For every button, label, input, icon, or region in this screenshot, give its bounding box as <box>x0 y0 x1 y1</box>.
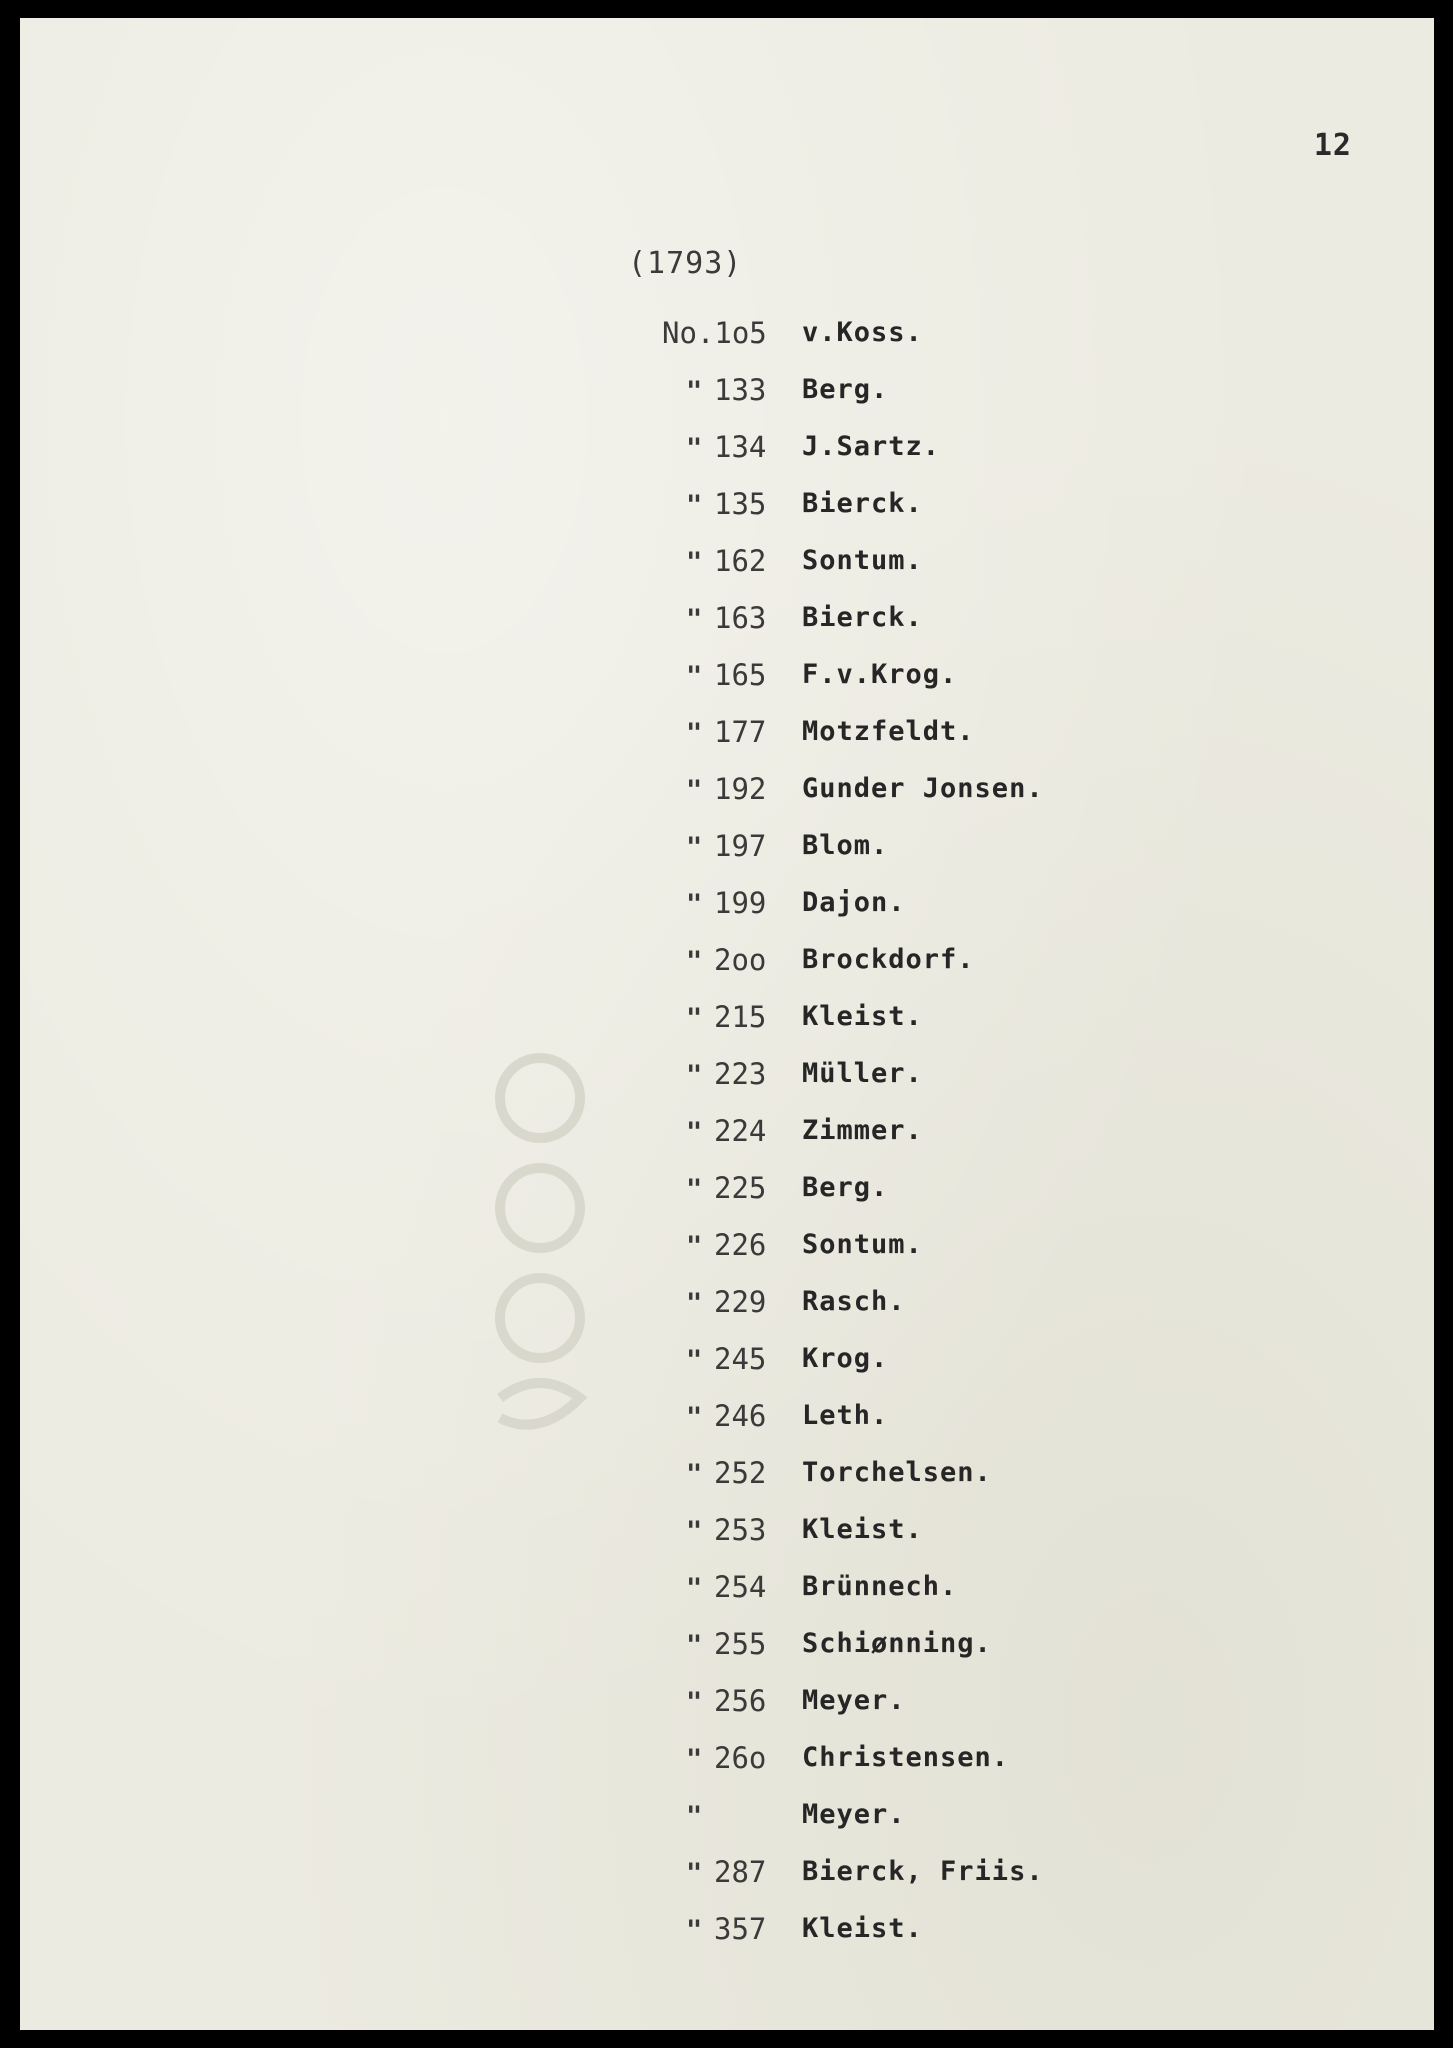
list-item <box>662 1786 1044 1843</box>
entry-number-cell <box>662 1570 802 1604</box>
entry-number: 177 <box>714 714 767 749</box>
list-item <box>662 760 1044 817</box>
ditto-mark: " <box>686 1344 703 1376</box>
entry-number-cell <box>662 943 802 977</box>
entry-name: Bierck. <box>802 602 923 633</box>
ditto-mark: " <box>686 717 703 749</box>
entry-number: 162 <box>714 543 767 578</box>
entry-number: 135 <box>714 486 767 521</box>
list-item <box>662 532 1044 589</box>
entry-number-cell <box>662 1114 802 1148</box>
ditto-mark: " <box>686 546 703 578</box>
list-item <box>662 817 1044 874</box>
ditto-mark: " <box>686 831 703 863</box>
ditto-mark: " <box>686 1059 703 1091</box>
entry-number: 165 <box>714 657 767 692</box>
ditto-mark: " <box>686 1857 703 1889</box>
list-item <box>662 646 1044 703</box>
ditto-mark: " <box>686 888 703 920</box>
entry-name: Motzfeldt. <box>802 716 975 747</box>
list-item <box>662 1900 1044 1957</box>
list-item <box>662 1330 1044 1387</box>
entry-name: Bierck, Friis. <box>802 1856 1044 1887</box>
ditto-mark: " <box>686 1629 703 1661</box>
entry-number-cell <box>662 316 802 350</box>
ditto-mark: " <box>686 432 703 464</box>
entry-number: 224 <box>714 1113 767 1148</box>
entry-name: Brockdorf. <box>802 944 975 975</box>
list-item <box>662 988 1044 1045</box>
ditto-mark: " <box>686 660 703 692</box>
entry-number: 226 <box>714 1227 767 1262</box>
entry-number: 255 <box>714 1626 767 1661</box>
entry-name: Meyer. <box>802 1685 906 1716</box>
entry-number: 229 <box>714 1284 767 1319</box>
entry-number-cell <box>662 544 802 578</box>
entry-name: Berg. <box>802 374 889 405</box>
entry-number: 253 <box>714 1512 767 1547</box>
entry-number-cell <box>662 1228 802 1262</box>
list-item <box>662 1387 1044 1444</box>
entry-name: Kleist. <box>802 1514 923 1545</box>
entry-number-cell <box>662 1057 802 1091</box>
entry-number: 254 <box>714 1569 767 1604</box>
list-item <box>662 1729 1044 1786</box>
ditto-mark: " <box>686 1572 703 1604</box>
list-item <box>662 304 1044 361</box>
entry-name: Kleist. <box>802 1913 923 1944</box>
ditto-mark: " <box>686 603 703 635</box>
entry-number-cell <box>662 1399 802 1433</box>
entry-number: 256 <box>714 1683 767 1718</box>
entry-name: Müller. <box>802 1058 923 1089</box>
list-item <box>662 1843 1044 1900</box>
entry-number-cell <box>662 373 802 407</box>
entry-number-cell <box>662 1798 802 1832</box>
entry-number-cell <box>662 1684 802 1718</box>
entry-number: 133 <box>714 372 767 407</box>
entry-number: 2oo <box>714 942 767 977</box>
entry-number-cell <box>662 1456 802 1490</box>
ditto-mark: " <box>686 1458 703 1490</box>
list-item <box>662 1045 1044 1102</box>
entry-name: Sontum. <box>802 545 923 576</box>
entry-name: Zimmer. <box>802 1115 923 1146</box>
entry-number: 215 <box>714 999 767 1034</box>
entry-number-cell <box>662 487 802 521</box>
ditto-mark: " <box>686 1914 703 1946</box>
entry-number-cell <box>662 1912 802 1946</box>
entry-number-cell <box>662 1855 802 1889</box>
entry-name: Schiønning. <box>802 1628 992 1659</box>
list-item <box>662 1273 1044 1330</box>
entry-list <box>662 304 1044 1957</box>
entry-name: Christensen. <box>802 1742 1010 1773</box>
entry-number-cell <box>662 1000 802 1034</box>
entry-number-cell <box>662 430 802 464</box>
ditto-mark: " <box>686 1800 703 1832</box>
entry-number: 163 <box>714 600 767 635</box>
list-item <box>662 874 1044 931</box>
ditto-mark: " <box>686 1116 703 1148</box>
list-item <box>662 475 1044 532</box>
entry-name: v.Koss. <box>802 317 923 348</box>
entry-name: Bierck. <box>802 488 923 519</box>
ditto-mark: " <box>686 1287 703 1319</box>
ditto-mark: " <box>686 1686 703 1718</box>
list-item <box>662 1444 1044 1501</box>
entry-number: 287 <box>714 1854 767 1889</box>
list-item <box>662 1615 1044 1672</box>
entry-name: Krog. <box>802 1343 889 1374</box>
entry-number-cell <box>662 829 802 863</box>
entry-number: 357 <box>714 1911 767 1946</box>
entry-name: Brünnech. <box>802 1571 958 1602</box>
list-item <box>662 1102 1044 1159</box>
document-page <box>20 18 1434 2030</box>
entry-number: 245 <box>714 1341 767 1376</box>
ditto-mark: " <box>686 489 703 521</box>
entry-name: Torchelsen. <box>802 1457 992 1488</box>
entry-name: Dajon. <box>802 887 906 918</box>
list-item <box>662 1501 1044 1558</box>
entry-number-cell <box>662 715 802 749</box>
entry-number-cell <box>662 1171 802 1205</box>
entry-name: J.Sartz. <box>802 431 941 462</box>
entry-number: 26o <box>714 1740 767 1775</box>
entry-number: 223 <box>714 1056 767 1091</box>
entry-number-cell <box>662 601 802 635</box>
entry-name: Meyer. <box>802 1799 906 1830</box>
entry-name: Rasch. <box>802 1286 906 1317</box>
entry-number: No.1o5 <box>662 315 767 350</box>
entry-name: Berg. <box>802 1172 889 1203</box>
ditto-mark: " <box>686 1515 703 1547</box>
list-item <box>662 931 1044 988</box>
list-item <box>662 1672 1044 1729</box>
ditto-mark: " <box>686 1173 703 1205</box>
entry-number: 246 <box>714 1398 767 1433</box>
entry-number: 252 <box>714 1455 767 1490</box>
ditto-mark: " <box>686 1002 703 1034</box>
archive-watermark-stamp <box>460 1038 620 1518</box>
entry-number: 225 <box>714 1170 767 1205</box>
entry-name: Blom. <box>802 830 889 861</box>
year-heading: (1793) <box>628 246 743 281</box>
entry-number-cell <box>662 886 802 920</box>
entry-number: 197 <box>714 828 767 863</box>
entry-number: 192 <box>714 771 767 806</box>
entry-number-cell <box>662 772 802 806</box>
ditto-mark: " <box>686 945 703 977</box>
list-item <box>662 1159 1044 1216</box>
entry-number: 199 <box>714 885 767 920</box>
list-item <box>662 1216 1044 1273</box>
ditto-mark: " <box>686 1401 703 1433</box>
list-item <box>662 703 1044 760</box>
entry-number-cell <box>662 1627 802 1661</box>
entry-name: Sontum. <box>802 1229 923 1260</box>
entry-name: Gunder Jonsen. <box>802 773 1044 804</box>
list-item <box>662 589 1044 646</box>
entry-name: F.v.Krog. <box>802 659 958 690</box>
ditto-mark: " <box>686 774 703 806</box>
entry-name: Kleist. <box>802 1001 923 1032</box>
entry-number-cell <box>662 1285 802 1319</box>
entry-number-cell <box>662 658 802 692</box>
page-number: 12 <box>1313 128 1352 163</box>
ditto-mark: " <box>686 1230 703 1262</box>
entry-number: 134 <box>714 429 767 464</box>
entry-number-cell <box>662 1513 802 1547</box>
ditto-mark: " <box>686 1743 703 1775</box>
list-item <box>662 418 1044 475</box>
entry-name: Leth. <box>802 1400 889 1431</box>
entry-number-cell <box>662 1342 802 1376</box>
ditto-mark: " <box>686 375 703 407</box>
list-item <box>662 361 1044 418</box>
list-item <box>662 1558 1044 1615</box>
entry-number-cell <box>662 1741 802 1775</box>
